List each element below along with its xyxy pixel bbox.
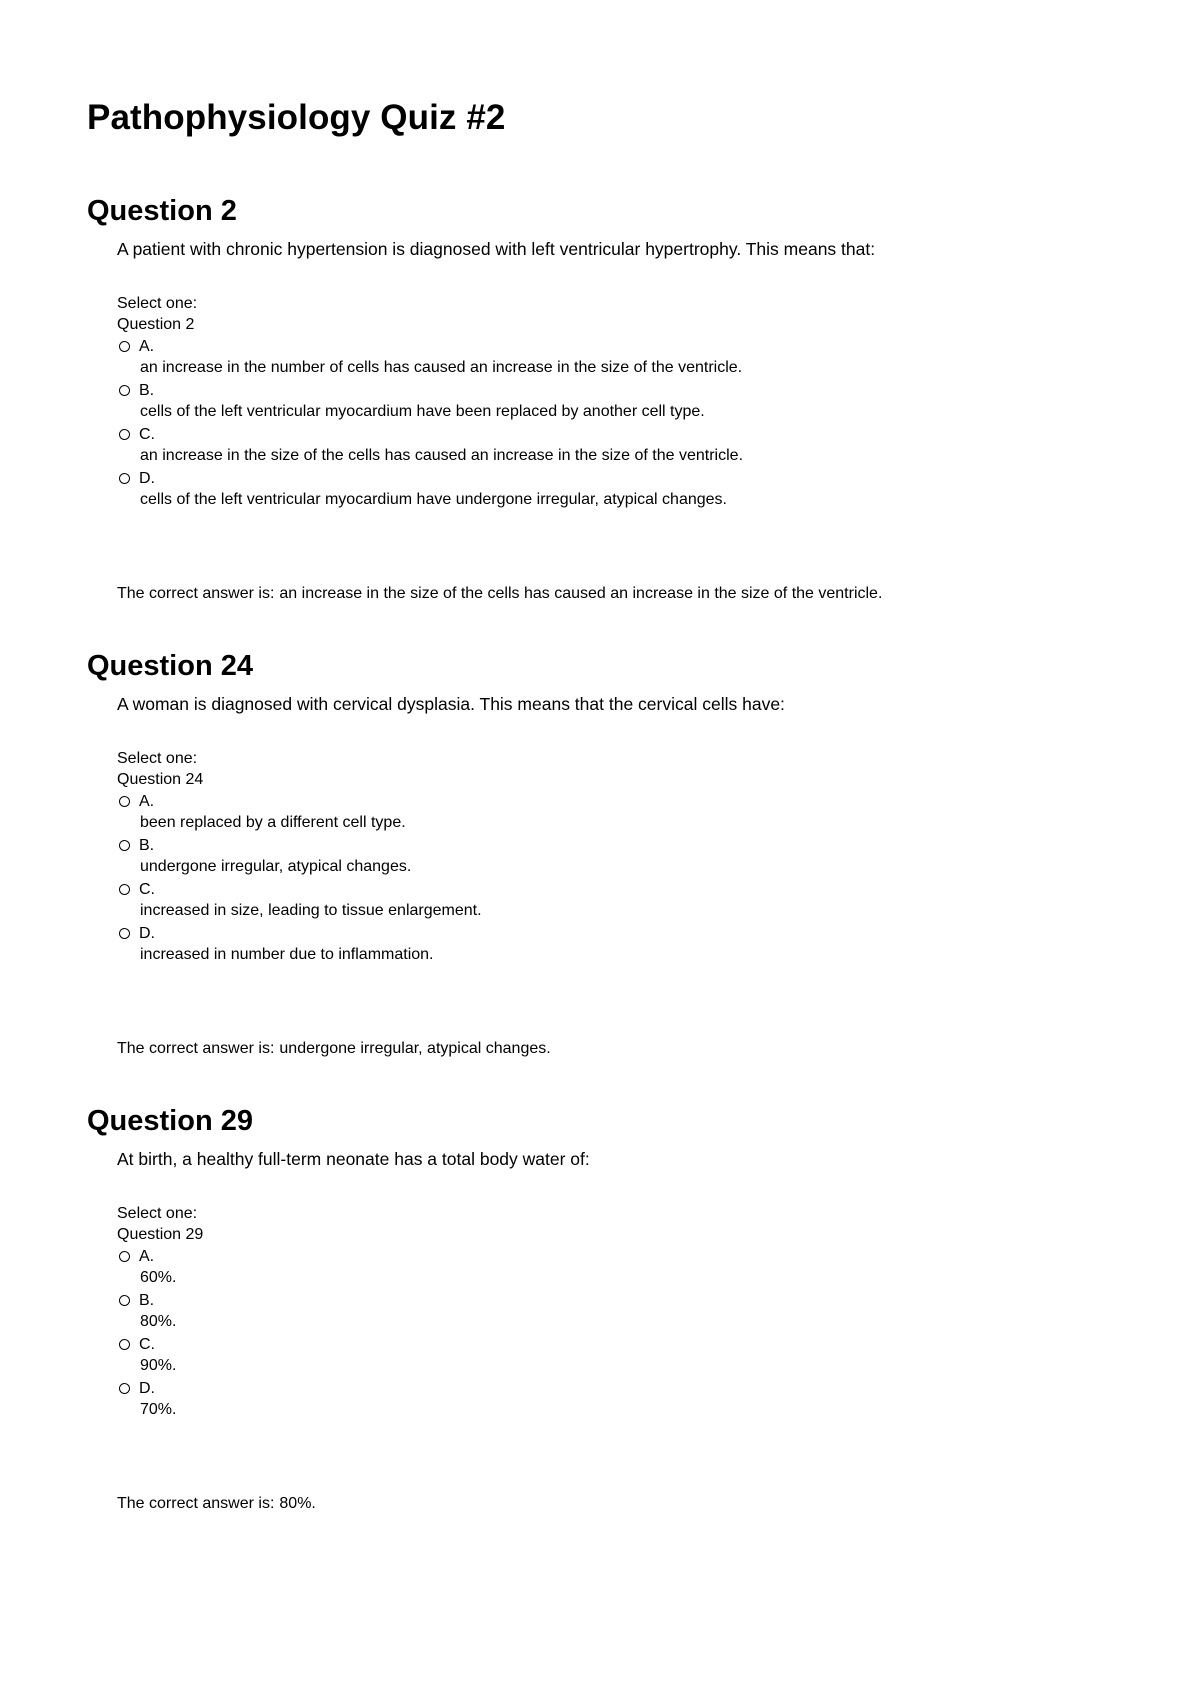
radio-icon[interactable] (119, 928, 130, 939)
option-text: an increase in the number of cells has caused an increase in the size of the ventricle. (140, 359, 743, 376)
radio-icon[interactable] (119, 385, 130, 396)
option-text: increased in number due to inflammation. (140, 946, 434, 963)
option-d[interactable] (117, 1377, 203, 1421)
option-a[interactable] (117, 335, 743, 379)
answer-options (117, 748, 482, 966)
question-reference: Question 24 (117, 771, 204, 788)
option-text: been replaced by a different cell type. (140, 814, 406, 831)
option-letter: B. (139, 836, 155, 854)
question-reference: Question 2 (117, 316, 195, 333)
answer-prefix: The correct answer is: (117, 1495, 275, 1512)
option-d[interactable] (117, 922, 482, 966)
option-a[interactable] (117, 1245, 203, 1289)
option-text: cells of the left ventricular myocardium have undergone irregular, atypical changes. (140, 491, 727, 508)
question-heading: Question 24 (87, 650, 253, 682)
radio-icon[interactable] (119, 341, 130, 352)
question-heading: Question 29 (87, 1105, 253, 1137)
answer-prefix: The correct answer is: (117, 1040, 275, 1057)
radio-icon[interactable] (119, 473, 130, 484)
radio-icon[interactable] (119, 429, 130, 440)
radio-icon[interactable] (119, 796, 130, 807)
option-letter: A. (139, 1247, 155, 1265)
correct-answer (117, 1038, 551, 1059)
answer-text: an increase in the size of the cells has caused an increase in the size of the ventricle. (279, 585, 883, 602)
option-text: 60%. (140, 1269, 177, 1286)
radio-icon[interactable] (119, 1339, 130, 1350)
question-heading: Question 2 (87, 195, 237, 227)
radio-icon[interactable] (119, 1251, 130, 1262)
question-text: A woman is diagnosed with cervical dysplasia. This means that the cervical cells have: (117, 694, 785, 714)
option-c[interactable] (117, 878, 482, 922)
answer-text: 80%. (279, 1495, 316, 1512)
option-letter: C. (139, 1335, 155, 1353)
radio-icon[interactable] (119, 1383, 130, 1394)
option-text: 80%. (140, 1313, 177, 1330)
option-b[interactable] (117, 834, 482, 878)
answer-text: undergone irregular, atypical changes. (279, 1040, 551, 1057)
option-b[interactable] (117, 1289, 203, 1333)
answer-prefix: The correct answer is: (117, 585, 275, 602)
option-b[interactable] (117, 379, 743, 423)
question-block (87, 194, 1147, 602)
radio-icon[interactable] (119, 1295, 130, 1306)
option-a[interactable] (117, 790, 482, 834)
option-letter: C. (139, 880, 155, 898)
option-text: increased in size, leading to tissue enlargement. (140, 902, 482, 919)
option-c[interactable] (117, 423, 743, 467)
answer-options (117, 1203, 203, 1421)
option-c[interactable] (117, 1333, 203, 1377)
question-reference: Question 29 (117, 1226, 204, 1243)
option-text: undergone irregular, atypical changes. (140, 858, 412, 875)
option-letter: D. (139, 924, 155, 942)
option-letter: D. (139, 1379, 155, 1397)
radio-icon[interactable] (119, 884, 130, 895)
option-letter: B. (139, 1291, 155, 1309)
option-letter: D. (139, 469, 155, 487)
select-label: Select one: (117, 750, 198, 767)
option-letter: A. (139, 792, 155, 810)
option-letter: A. (139, 337, 155, 355)
correct-answer (117, 583, 882, 604)
select-label: Select one: (117, 295, 198, 312)
page-title: Pathophysiology Quiz #2 (87, 98, 506, 137)
option-d[interactable] (117, 467, 743, 511)
question-text: At birth, a healthy full-term neonate has a total body water of: (117, 1149, 590, 1169)
option-text: 90%. (140, 1357, 177, 1374)
correct-answer (117, 1493, 316, 1514)
question-block (87, 649, 1147, 1057)
option-text: an increase in the size of the cells has caused an increase in the size of the ventricle. (140, 447, 744, 464)
answer-options (117, 293, 743, 511)
radio-icon[interactable] (119, 840, 130, 851)
option-letter: B. (139, 381, 155, 399)
option-letter: C. (139, 425, 155, 443)
option-text: cells of the left ventricular myocardium have been replaced by another cell type. (140, 403, 705, 420)
question-text: A patient with chronic hypertension is diagnosed with left ventricular hypertrophy. This means that: (117, 239, 876, 259)
option-text: 70%. (140, 1401, 177, 1418)
select-label: Select one: (117, 1205, 198, 1222)
question-block (87, 1104, 1147, 1512)
